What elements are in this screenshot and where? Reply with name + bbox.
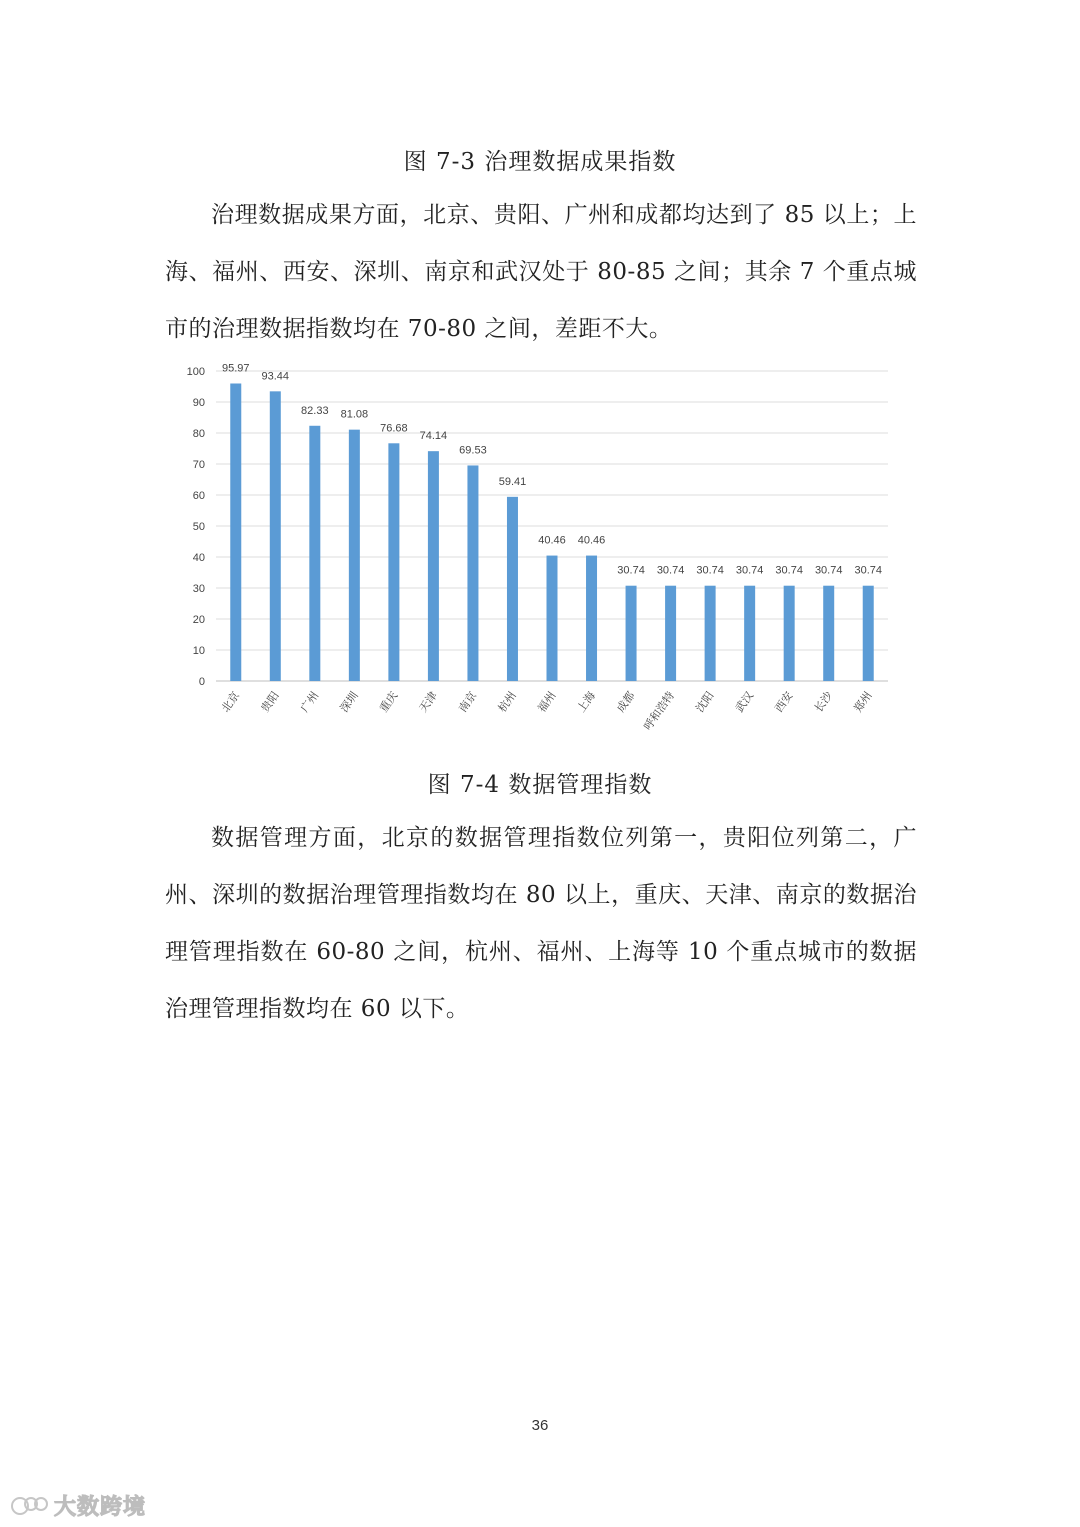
x-tick-label: 广州 xyxy=(298,689,322,715)
paragraph-data-management: 数据管理方面，北京的数据管理指数位列第一，贵阳位列第二，广州、深圳的数据治理管理指数均在 80 以上，重庆、天津、南京的数据治理管理指数在 60-80 之间，杭州、福州、上海等 10 个重点城市的数据治理管理指数均在 60 以下。 xyxy=(165,825,917,1022)
y-tick-label: 40 xyxy=(192,552,205,564)
bar xyxy=(230,383,241,681)
figure-7-4-caption: 图 7-4 数据管理指数 xyxy=(427,772,653,798)
x-tick-label: 成都 xyxy=(614,689,638,715)
y-tick-label: 10 xyxy=(192,645,205,657)
watermark xyxy=(10,1490,146,1521)
x-tick-label: 贵阳 xyxy=(258,689,282,715)
bar xyxy=(507,497,518,681)
bar-value-label: 30.74 xyxy=(775,564,803,577)
chart-y-axis xyxy=(187,366,205,688)
y-tick-label: 50 xyxy=(192,521,205,533)
bar-value-label: 30.74 xyxy=(814,564,843,577)
bar xyxy=(586,556,597,681)
bar xyxy=(547,556,558,681)
watermark-text: 大数跨境 xyxy=(54,1495,147,1520)
bar-value-label: 30.74 xyxy=(656,564,685,577)
bar xyxy=(270,391,281,681)
bar-value-label: 30.74 xyxy=(696,564,724,577)
y-tick-label: 60 xyxy=(192,490,205,502)
chart-bars xyxy=(230,383,873,681)
y-tick-label: 100 xyxy=(186,366,205,378)
x-tick-label: 武汉 xyxy=(732,689,757,715)
bar xyxy=(349,430,360,681)
bar-value-label: 69.53 xyxy=(459,444,487,457)
bar xyxy=(467,465,478,681)
x-tick-label: 南京 xyxy=(456,689,480,715)
x-tick-label: 天津 xyxy=(416,689,440,715)
x-tick-label: 上海 xyxy=(574,689,598,715)
bar-value-label: 74.14 xyxy=(419,430,448,443)
x-tick-label: 呼和浩特 xyxy=(641,689,678,733)
bar xyxy=(626,586,637,681)
bar-value-label: 59.41 xyxy=(498,475,527,488)
x-tick-label: 郑州 xyxy=(851,689,875,715)
x-tick-label: 北京 xyxy=(218,689,243,715)
y-tick-label: 20 xyxy=(192,614,205,626)
y-tick-label: 30 xyxy=(192,583,205,595)
chart-x-axis xyxy=(218,688,875,733)
bar-value-label: 76.68 xyxy=(380,422,408,435)
x-tick-label: 重庆 xyxy=(377,689,401,715)
bar xyxy=(388,443,399,681)
bar-value-label: 40.46 xyxy=(538,534,566,547)
bar xyxy=(744,586,755,681)
y-tick-label: 70 xyxy=(192,459,205,471)
bar xyxy=(665,586,676,681)
y-tick-label: 80 xyxy=(192,428,205,440)
page-number: 36 xyxy=(531,1417,549,1434)
bar xyxy=(863,586,874,681)
chart-data-labels xyxy=(222,362,882,576)
bar-value-label: 93.44 xyxy=(261,370,290,383)
x-tick-label: 福州 xyxy=(535,689,559,715)
bar-value-label: 40.46 xyxy=(577,534,606,547)
y-tick-label: 0 xyxy=(198,676,205,688)
bar xyxy=(784,586,795,681)
paragraph-governance-results: 治理数据成果方面，北京、贵阳、广州和成都均达到了 85 以上；上海、福州、西安、深圳、南京和武汉处于 80-85 之间；其余 7 个重点城市的治理数据指数均在 70-80 之间，差距不大。 xyxy=(165,202,917,342)
x-tick-label: 杭州 xyxy=(495,689,519,715)
x-tick-label: 沈阳 xyxy=(693,689,717,715)
x-tick-label: 长沙 xyxy=(811,689,836,715)
bar xyxy=(705,586,716,681)
bar xyxy=(428,451,439,681)
bar-value-label: 30.74 xyxy=(735,564,764,577)
data-management-bar-chart xyxy=(170,355,900,745)
x-tick-label: 西安 xyxy=(772,689,796,715)
bar-value-label: 95.97 xyxy=(221,362,250,375)
figure-7-3-caption: 图 7-3 治理数据成果指数 xyxy=(403,149,677,175)
y-tick-label: 90 xyxy=(192,397,205,409)
bar-value-label: 81.08 xyxy=(340,408,369,421)
bar-value-label: 30.74 xyxy=(617,564,645,577)
bar xyxy=(823,586,834,681)
bar xyxy=(309,426,320,681)
bar-value-label: 82.33 xyxy=(301,404,329,417)
bar-value-label: 30.74 xyxy=(854,564,883,577)
watermark-logo-icon xyxy=(10,1493,50,1519)
x-tick-label: 深圳 xyxy=(337,689,361,715)
